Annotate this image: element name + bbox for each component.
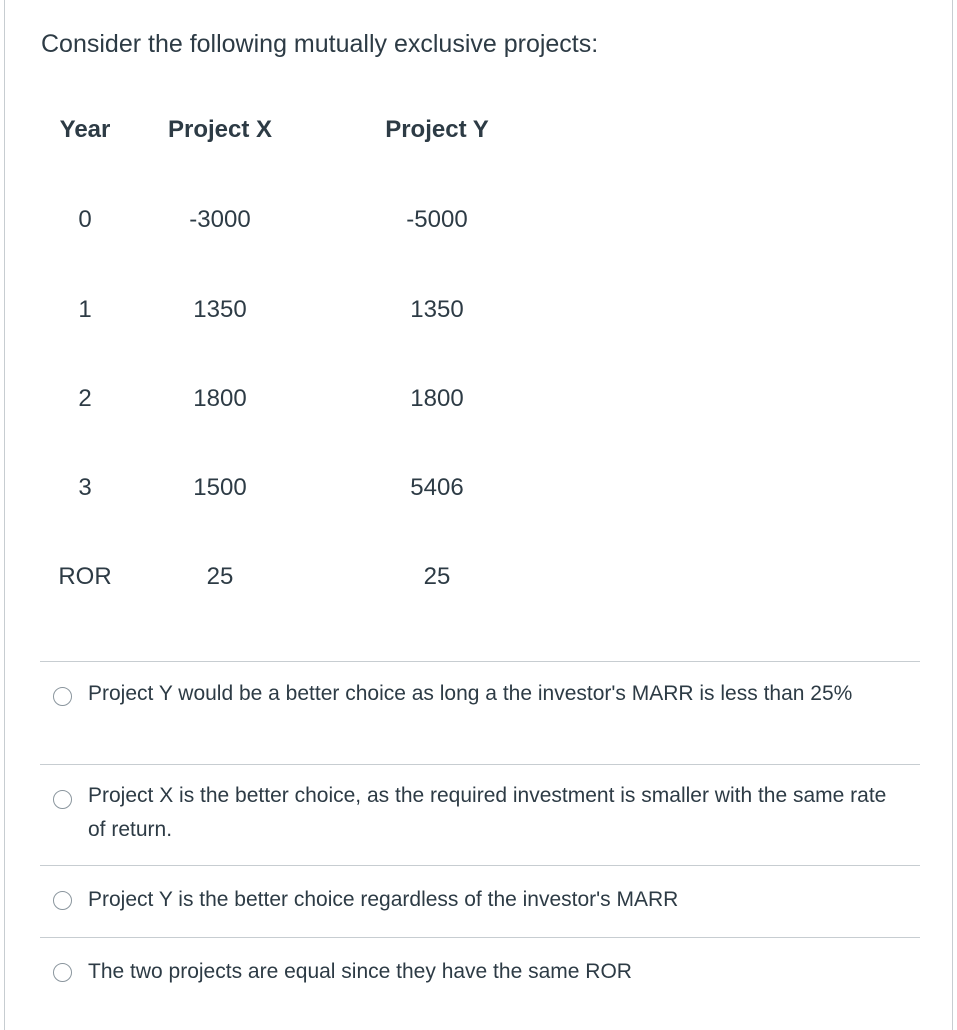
table-cell: 3 <box>78 474 92 501</box>
header-project-x: Project X <box>167 116 273 143</box>
table-cell: 1800 <box>410 385 464 412</box>
table-cell: 25 <box>423 563 451 590</box>
answer-label: The two projects are equal since they have the same ROR <box>88 960 632 983</box>
table-cell: 0 <box>78 206 92 233</box>
table-cell: 1 <box>78 296 92 323</box>
radio-button[interactable] <box>53 891 72 910</box>
table-cell: 5406 <box>410 474 464 501</box>
table-cell: 1350 <box>410 296 464 323</box>
table-cell: ROR <box>58 563 112 590</box>
table-cell: 1800 <box>193 385 247 412</box>
answer-option-2[interactable] <box>40 764 920 865</box>
question-panel <box>4 0 953 1030</box>
radio-button[interactable] <box>53 790 72 809</box>
header-year: Year <box>59 116 111 143</box>
radio-button[interactable] <box>53 687 72 706</box>
table-cell: -5000 <box>406 206 468 233</box>
answer-option-4[interactable] <box>40 937 920 1017</box>
table-cell: -3000 <box>189 206 251 233</box>
table-cell: 25 <box>206 563 234 590</box>
answer-label: Project Y is the better choice regardless of the investor's MARR <box>88 888 679 911</box>
radio-button[interactable] <box>53 963 72 982</box>
answer-label: Project X is the better choice, as the required investment is smaller with the same rate of return. <box>88 784 887 841</box>
question-text: Consider the following mutually exclusive projects: <box>41 30 599 58</box>
table-cell: 1350 <box>193 296 247 323</box>
header-project-y: Project Y <box>385 116 489 143</box>
answer-label: Project Y would be a better choice as long a the investor's MARR is less than 25% <box>88 682 853 705</box>
answer-list <box>40 661 920 1017</box>
answer-option-1[interactable] <box>40 661 920 764</box>
table-cell: 1500 <box>193 474 247 501</box>
answer-option-3[interactable] <box>40 865 920 937</box>
table-cell: 2 <box>78 385 92 412</box>
